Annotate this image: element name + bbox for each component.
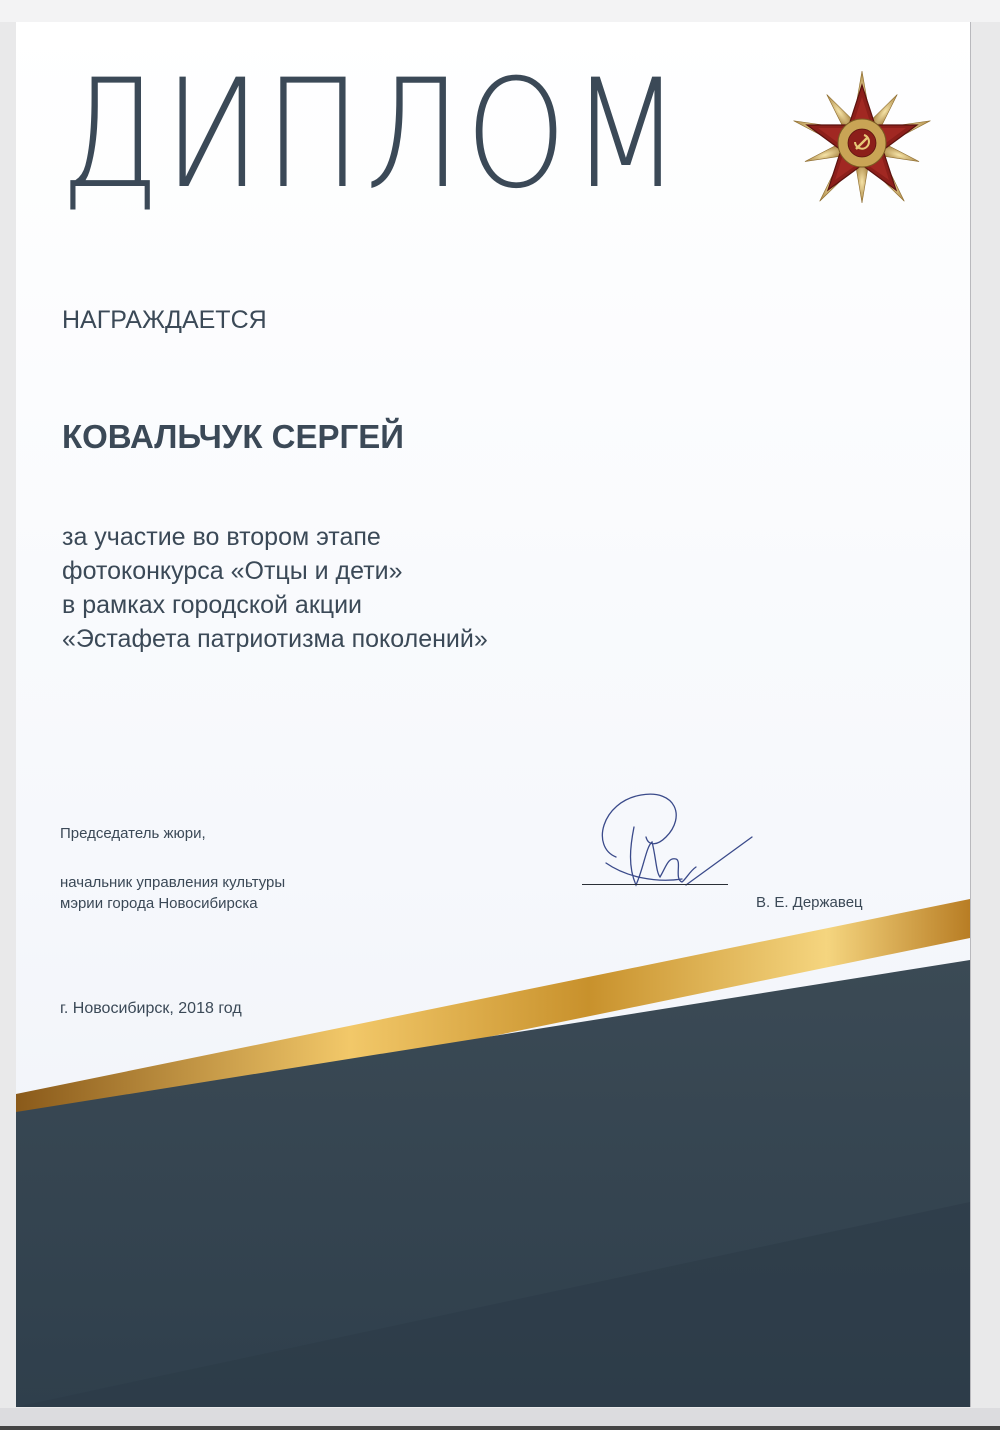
scan-border-top (0, 0, 1000, 22)
diploma-title: ДИПЛОМ (60, 48, 686, 222)
signatory-role: Председатель жюри, (60, 825, 206, 842)
recipient-name: КОВАЛЬЧУК СЕРГЕЙ (62, 418, 404, 455)
signatory-name: В. Е. Державец (756, 894, 863, 911)
diploma-sheet (16, 22, 971, 1407)
position-line: начальник управления культуры (60, 874, 286, 891)
decorative-bottom-band (16, 22, 970, 1407)
position-line: мэрии города Новосибирска (60, 895, 258, 912)
description-line: «Эстафета патриотизма поколений» (62, 625, 488, 653)
place-and-date: г. Новосибирск, 2018 год (60, 1000, 242, 1017)
award-description (62, 520, 488, 656)
description-line: фотоконкурса «Отцы и дети» (62, 557, 403, 585)
signature-line (582, 884, 728, 885)
description-line: в рамках городской акции (62, 591, 362, 619)
signatory-position (60, 872, 285, 914)
order-of-patriotic-war-icon (792, 68, 932, 218)
awarded-label: НАГРАЖДАЕТСЯ (62, 306, 267, 334)
scan-border-bottom (0, 1408, 1000, 1430)
description-line: за участие во втором этапе (62, 523, 381, 551)
